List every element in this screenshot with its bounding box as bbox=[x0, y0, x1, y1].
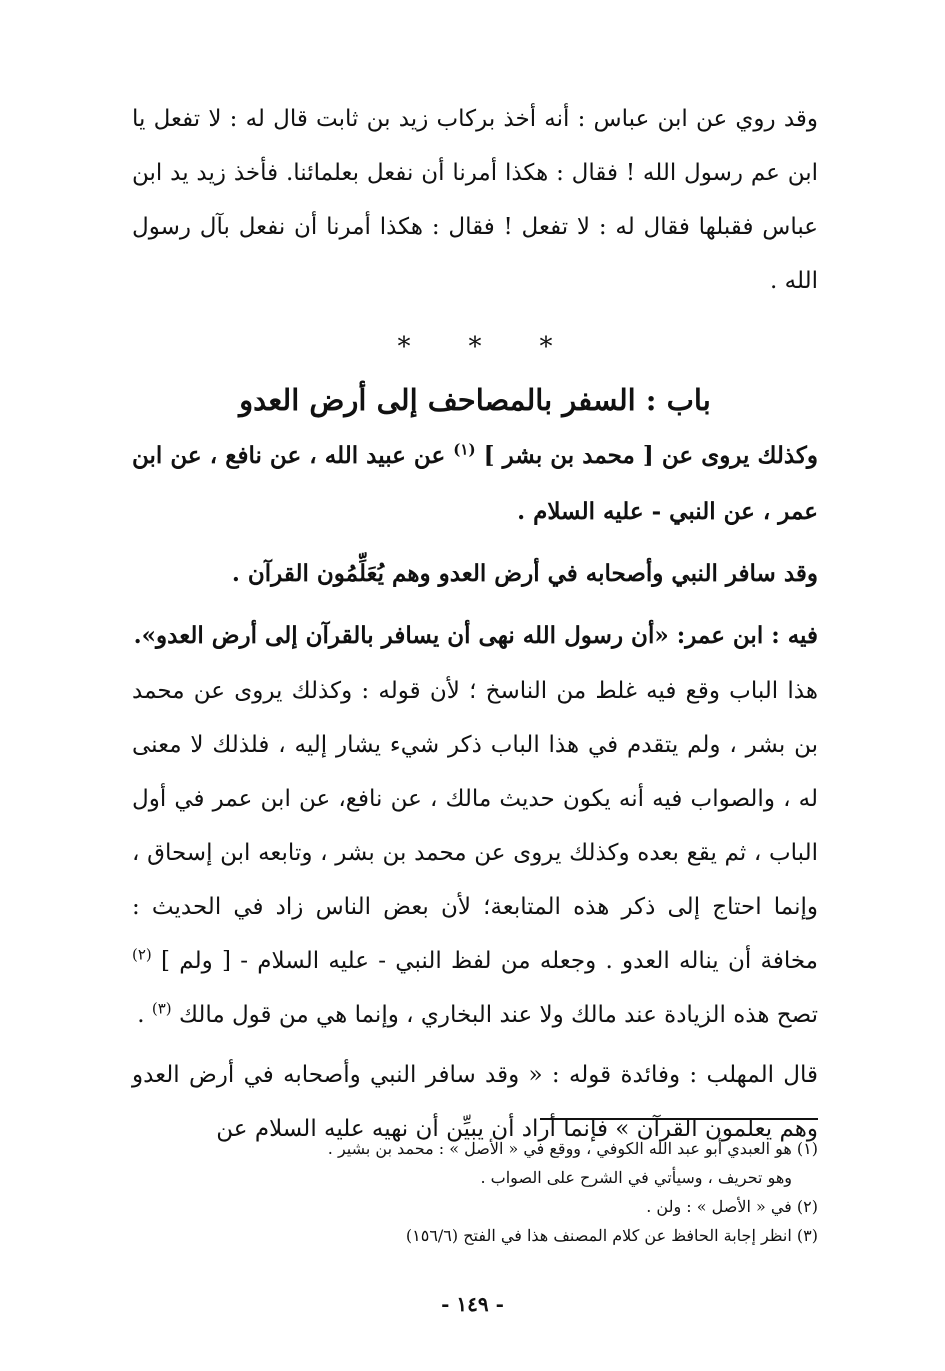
chapter-title: باب : السفر بالمصاحف إلى أرض العدو bbox=[239, 383, 711, 417]
travel-note: وقد سافر النبي وأصحابه في أرض العدو وهم يُعَلِّمُون القرآن . bbox=[231, 560, 818, 587]
footnote-1-continuation: وهو تحريف ، وسيأتي في الشرح على الصواب . bbox=[480, 1168, 792, 1187]
hadith-chain bbox=[132, 428, 818, 540]
separator-star: * bbox=[468, 332, 482, 362]
hadith-chain-text: عن عبيد الله ، عن نافع ، عن ابن عمر ، عن النبي - عليه السلام . bbox=[132, 442, 818, 525]
page-number: - ١٤٩ - bbox=[441, 1292, 504, 1316]
section-separator bbox=[132, 332, 818, 362]
commentary-text: . bbox=[137, 1002, 145, 1028]
muhallab-paragraph: قال المهلب : وفائدة قوله : « وقد سافر النبي وأصحابه في أرض العدو وهم يعلمون القرآن » فإنما أراد أن يبيِّن أن نهيه عليه السلام عن bbox=[132, 1062, 818, 1142]
hadith-chain-text: وكذلك يروى عن [ محمد بن بشر ] bbox=[483, 442, 818, 469]
hadith-text: فيه : ابن عمر: «أن رسول الله نهى أن يسافر بالقرآن إلى أرض العدو». bbox=[133, 622, 818, 649]
footnote-divider bbox=[540, 1118, 818, 1120]
footnote-1: (١) هو العبدي أبو عبد الله الكوفي ، ووقع في « الأصل » : محمد بن بشير . bbox=[327, 1139, 818, 1158]
footnote-ref-2: (٢) bbox=[132, 945, 152, 964]
footnote-3: (٣) انظر إجابة الحافظ عن كلام المصنف هذا في الفتح (١٥٦/٦) bbox=[405, 1226, 818, 1245]
separator-star: * bbox=[539, 332, 553, 362]
footnotes bbox=[132, 1134, 818, 1250]
page-body bbox=[132, 92, 818, 1156]
commentary-paragraph bbox=[132, 664, 818, 1042]
commentary-text: تصح هذه الزيادة عند مالك ولا عند البخاري ، وإنما هي من قول مالك bbox=[178, 1002, 818, 1028]
footnote-ref-1: (١) bbox=[453, 440, 476, 459]
commentary-text: هذا الباب وقع فيه غلط من الناسخ ؛ لأن قوله : وكذلك يروى عن محمد بن بشر ، ولم يتقدم في هذا الباب ذكر شيء يشار إليه ، فلذلك لا معنى له ، والصواب فيه أنه يكون حديث مالك ، عن نافع، عن ابن عمر في أول الباب ، ثم يقع بعده وكذلك يروى عن محمد بن بشر ، وتابعه ابن إسحاق ، وإنما احتاج إلى ذكر هذه المتابعة؛ لأن بعض الناس زاد في الحديث : مخافة أن يناله العدو . وجعله من لفظ النبي - عليه السلام - [ ولم ] bbox=[132, 678, 818, 974]
footnote-2: (٢) في « الأصل » : ولن . bbox=[646, 1197, 818, 1216]
separator-star: * bbox=[397, 332, 411, 362]
paragraph-ibn-abbas: وقد روي عن ابن عباس : أنه أخذ بركاب زيد بن ثابت قال له : لا تفعل يا ابن عم رسول الله ! فقال : هكذا أمرنا أن نفعل بعلمائنا. فأخذ زيد يد ابن عباس فقبلها فقال له : لا تفعل ! فقال : هكذا أمرنا أن نفعل بآل رسول الله . bbox=[132, 106, 818, 294]
footnote-ref-3: (٣) bbox=[151, 999, 172, 1018]
